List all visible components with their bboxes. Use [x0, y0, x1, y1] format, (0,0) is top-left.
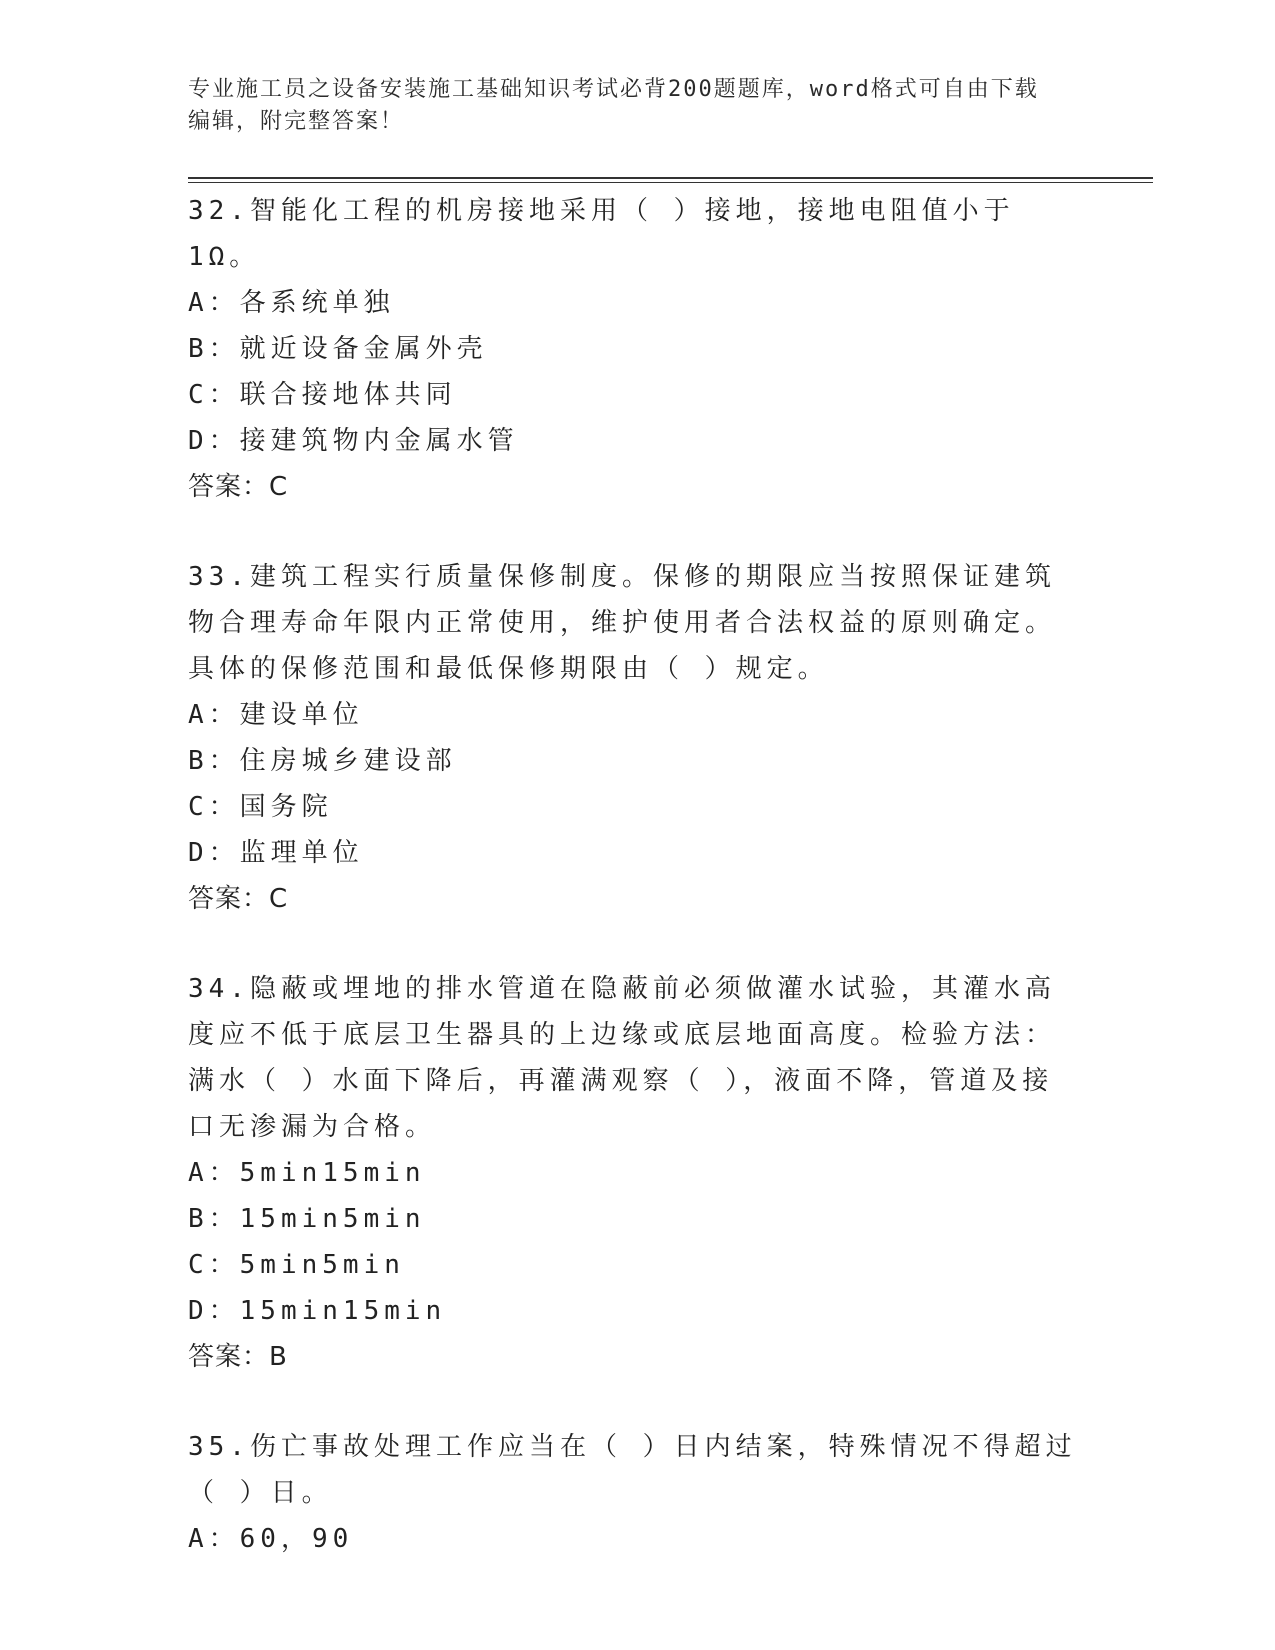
- question-text: 33.建筑工程实行质量保修制度。保修的期限应当按照保证建筑物合理寿命年限内正常使用，维护使用者合法权益的原则确定。具体的保修范围和最低保修期限由（ ）规定。: [188, 562, 1057, 684]
- option-a: A：5min15min: [188, 1158, 426, 1188]
- option-b: B：就近设备金属外壳: [188, 334, 488, 364]
- option-b: B：住房城乡建设部: [188, 746, 457, 776]
- option-d: D：15min15min: [188, 1296, 447, 1326]
- question-text: 34.隐蔽或埋地的排水管道在隐蔽前必须做灌水试验，其灌水高度应不低于底层卫生器具的上边缘或底层地面高度。检验方法：满水（ ）水面下降后，再灌满观察（ ），液面不降，管道及接口无渗漏为合格。: [188, 974, 1057, 1142]
- option-d: D：接建筑物内金属水管: [188, 426, 519, 456]
- answer: 答案：C: [188, 884, 289, 914]
- option-d: D：监理单位: [188, 838, 364, 868]
- question-text: 32.智能化工程的机房接地采用（ ）接地，接地电阻值小于1Ω。: [188, 196, 1015, 272]
- question-33: [188, 554, 1078, 922]
- header-divider-thin: [188, 182, 1153, 183]
- option-a: A：各系统单独: [188, 288, 395, 318]
- answer: 答案：B: [188, 1342, 288, 1372]
- header-title-line-1: 专业施工员之设备安装施工基础知识考试必背200题题库，word格式可自由下载: [188, 77, 1039, 102]
- question-34: [188, 966, 1078, 1380]
- option-a: A：60，90: [188, 1524, 354, 1554]
- header-divider-thick: [188, 177, 1153, 179]
- answer: 答案：C: [188, 472, 289, 502]
- question-35: [188, 1424, 1078, 1562]
- option-a: A：建设单位: [188, 700, 364, 730]
- question-list: [188, 188, 1078, 1606]
- document-header: [188, 74, 1088, 138]
- question-text: 35.伤亡事故处理工作应当在（ ）日内结案，特殊情况不得超过（ ）日。: [188, 1432, 1077, 1508]
- option-b: B：15min5min: [188, 1204, 426, 1234]
- option-c: C：5min5min: [188, 1250, 405, 1280]
- option-c: C：联合接地体共同: [188, 380, 457, 410]
- header-title-line-2: 编辑，附完整答案！: [188, 109, 405, 134]
- question-32: [188, 188, 1078, 510]
- option-c: C：国务院: [188, 792, 333, 822]
